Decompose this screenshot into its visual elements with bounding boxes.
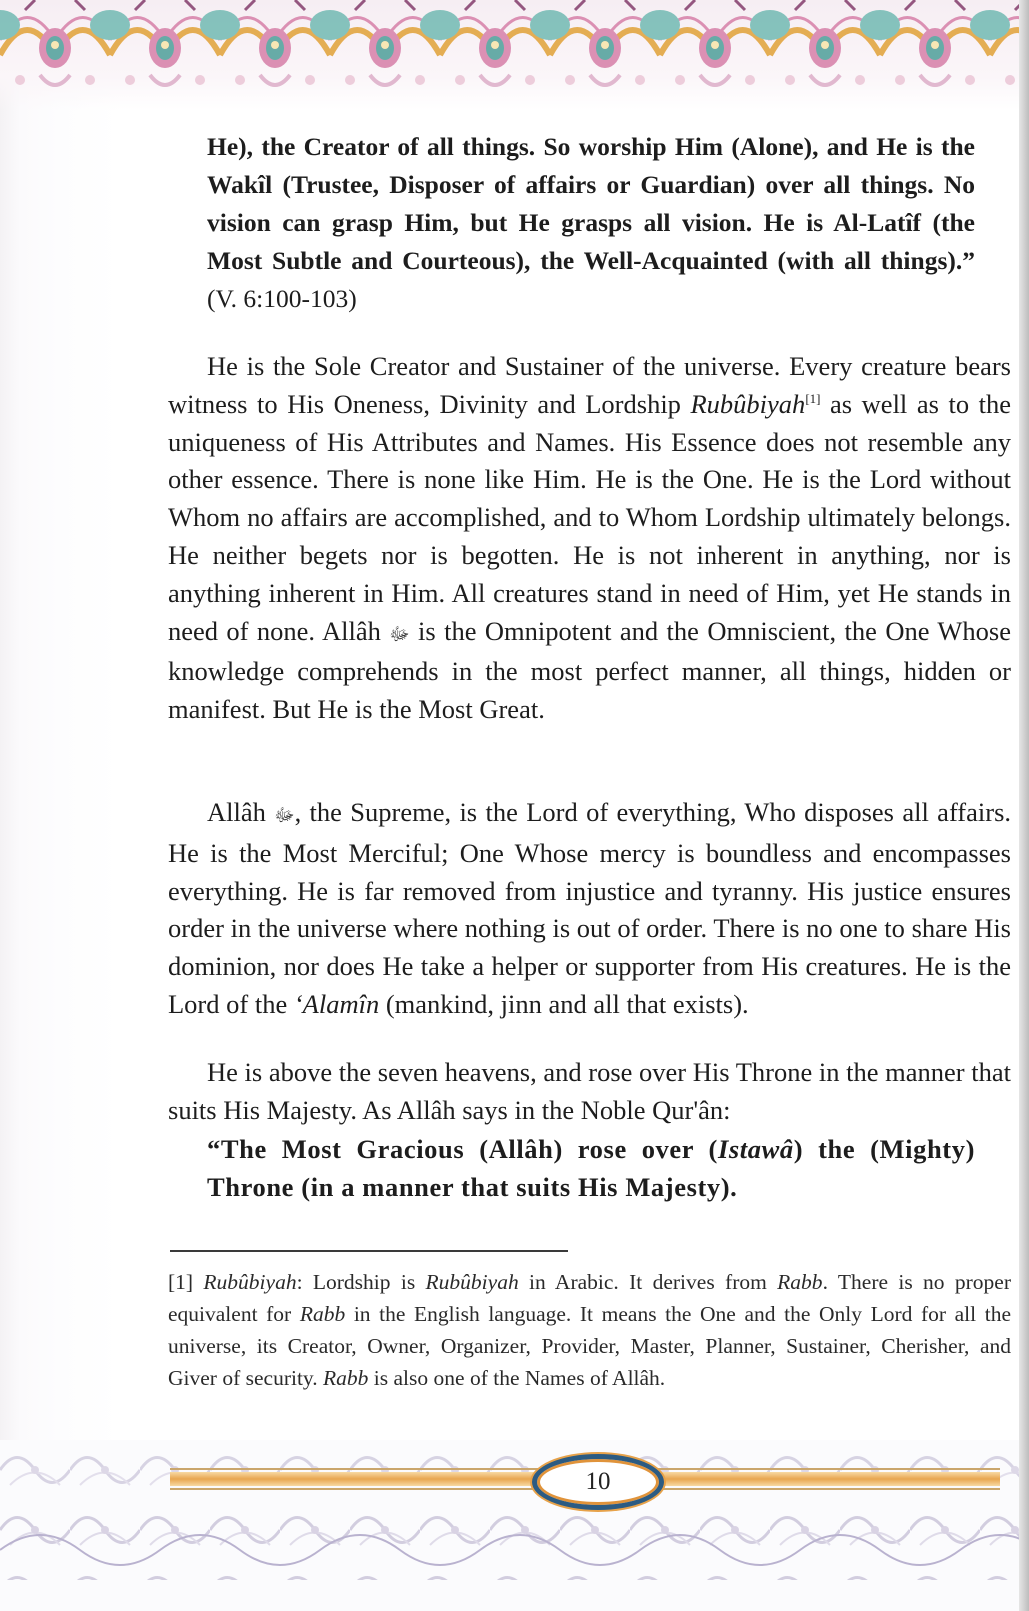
paragraph-supreme-lord	[168, 794, 1011, 1024]
footnote-number: [1]	[168, 1270, 204, 1294]
footnote-text: in Arabic. It derives from	[518, 1270, 778, 1294]
paragraph-text: He is the Sole Creator and Sustainer of the universe. Every creature bears witness to His Oneness, Divinity and Lordship	[168, 351, 1011, 419]
page-edge	[1019, 0, 1029, 1611]
paragraph-above-heavens	[168, 1054, 1011, 1130]
verse-text: “The Most Gracious (Allâh) rose over (	[207, 1134, 718, 1164]
footnote-term: Rabb	[323, 1366, 369, 1390]
footnote-text: is also one of the Names of Allâh.	[368, 1366, 666, 1390]
term-istawa: Istawâ	[717, 1134, 794, 1164]
paragraph-text: is the Omnipotent and the Omniscient, the One Whose knowledge comprehends in the most perfect manner, all things, hidden or manifest. But He is the Most Great.	[168, 615, 1011, 725]
floral-ornament-bottom	[0, 1440, 1029, 1611]
quran-verse-continued	[207, 128, 975, 318]
footnote-term: Rabb	[777, 1270, 823, 1294]
term-rububiyah: Rubûbiyah	[690, 388, 806, 419]
page-number	[532, 1454, 664, 1510]
footnote-text: : Lordship is	[296, 1270, 426, 1294]
verse-text: ) the (Mighty) Throne (in a manner that suits His Majesty).	[207, 1134, 975, 1202]
paragraph-text: as well as to the uniqueness of His Attributes and Names. His Essence does not resemble any other essence. There is none like Him. He is the One. He is the Lord without Whom no affairs are accomplished, and to Whom Lordship ultimately belongs. He neither begets nor is begotten. He is not inherent in anything, nor is anything inherent in Him. All creatures stand in need of Him, yet He stands in need of none. Allâh	[168, 388, 1012, 646]
verse-reference: (V. 6:100-103)	[207, 284, 357, 313]
paragraph-text: , the Supreme, is the Lord of everything, Who disposes all affairs. He is the Most Merciful; One Whose mercy is boundless and encompasses everything. He is far removed from injustice and tyranny. His justice ensures order in the universe where nothing is out of order. There is no one to share His dominion, nor does He take a helper or supporter from His creatures. He is the Lord of the	[168, 797, 1012, 1019]
footnote-term: Rubûbiyah	[425, 1270, 519, 1294]
footnote-marker[interactable]: [1]	[805, 390, 821, 406]
paragraph-sole-creator	[168, 348, 1011, 729]
footnote-rububiyah	[168, 1266, 1011, 1394]
footnote-divider	[170, 1250, 568, 1252]
paragraph-text: (mankind, jinn and all that exists).	[379, 988, 749, 1019]
footnote-term: Rabb	[299, 1302, 346, 1326]
paragraph-text: He is above the seven heavens, and rose over His Throne in the manner that suits His Majesty. As Allâh says in the Noble Qur'ân:	[168, 1057, 1011, 1125]
page-number-text: 10	[585, 1468, 611, 1495]
footnote-text: in the English language. It means the One and the Only Lord for all the universe, its Creator, Owner, Organizer, Provider, Master, Planner, Sustainer, Cherisher, and Giver of security.	[168, 1302, 1011, 1390]
quran-verse-istawa	[207, 1130, 975, 1206]
floral-ornament-top	[0, 0, 1029, 110]
paragraph-text: Allâh	[207, 797, 275, 827]
footnote-text: . There is no proper equivalent for	[168, 1270, 1011, 1326]
term-alamin: ‘Alamîn	[293, 988, 380, 1019]
verse-text: He), the Creator of all things. So worship Him (Alone), and He is the Wakîl (Trustee, Disposer of affairs or Guardian) over all things. No vision can grasp Him, but He grasps all vision. He is Al-Latîf (the Most Subtle and Courteous), the Well-Acquainted (with all things).”	[207, 132, 975, 275]
top-ornamental-border	[0, 0, 1029, 110]
honorific-glyph: ﷻ	[274, 805, 295, 825]
honorific-glyph: ﷻ	[389, 623, 410, 644]
bottom-ornamental-border	[0, 1440, 1029, 1611]
footnote-term: Rubûbiyah	[203, 1270, 297, 1294]
